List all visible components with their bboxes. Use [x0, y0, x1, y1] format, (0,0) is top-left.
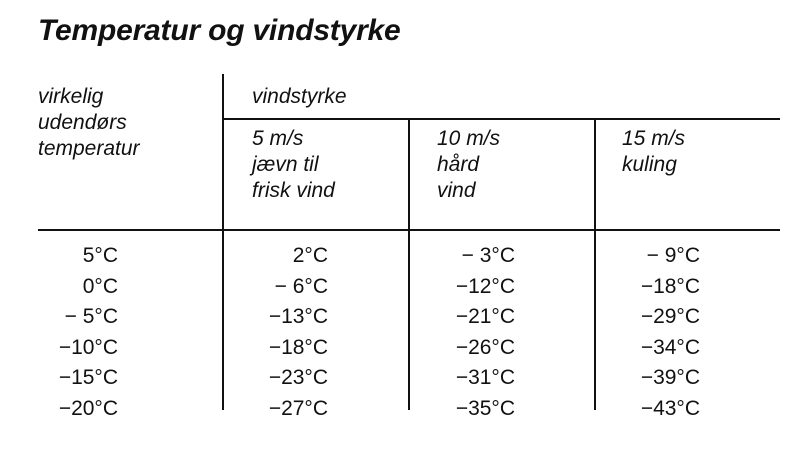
table-cell: −26°C	[455, 335, 515, 359]
vertical-rule-main	[222, 74, 224, 410]
table-cell: −34°C	[640, 335, 700, 359]
table-cell: −27°C	[268, 396, 328, 420]
table-cell: 0°C	[82, 274, 118, 298]
table-cell: −39°C	[640, 366, 700, 390]
horizontal-rule-header	[38, 229, 780, 231]
column-actual-temperature	[38, 241, 118, 425]
table-cell: −29°C	[640, 305, 700, 329]
table-cell: − 6°C	[274, 274, 328, 298]
table-cell: − 3°C	[461, 244, 515, 267]
table-cell: −18°C	[640, 274, 700, 298]
column-header-5ms: 5 m/s jævn til frisk vind	[252, 127, 335, 202]
table-cell: −43°C	[640, 396, 700, 420]
vertical-rule-col-10	[408, 119, 410, 410]
table-cell: −10°C	[58, 335, 118, 359]
table-cell: −15°C	[58, 366, 118, 390]
page-title: Temperatur og vindstyrke	[38, 14, 401, 47]
group-header-label: vindstyrke	[252, 85, 347, 108]
column-wind-10ms	[437, 241, 515, 425]
table-cell: −35°C	[455, 396, 515, 420]
column-wind-5ms	[252, 241, 328, 425]
vertical-rule-col-15	[594, 119, 596, 410]
table-cell: −31°C	[455, 366, 515, 390]
horizontal-rule-group	[223, 118, 780, 120]
row-header-label: virkelig udendørs temperatur	[38, 85, 140, 160]
table-cell: −20°C	[58, 396, 118, 420]
table-cell: −18°C	[268, 335, 328, 359]
column-wind-15ms	[622, 241, 700, 425]
table-cell: −13°C	[268, 305, 328, 329]
table-cell: 2°C	[292, 244, 328, 267]
table-cell: − 9°C	[646, 244, 700, 267]
table-cell: −21°C	[455, 305, 515, 329]
table-cell: −12°C	[455, 274, 515, 298]
column-header-10ms: 10 m/s hård vind	[437, 127, 501, 202]
table-cell: − 5°C	[64, 305, 118, 329]
table-cell: 5°C	[82, 244, 118, 267]
column-header-15ms: 15 m/s kuling	[622, 127, 686, 176]
table-cell: −23°C	[268, 366, 328, 390]
